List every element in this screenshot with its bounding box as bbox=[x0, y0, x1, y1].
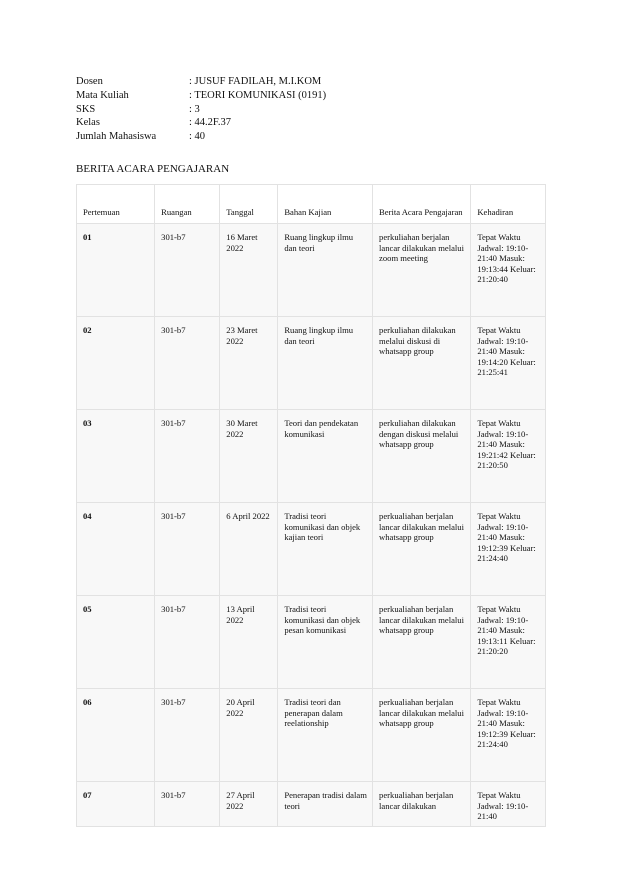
header-attendance: Kehadiran bbox=[471, 185, 546, 224]
date-cell: 13 April 2022 bbox=[220, 596, 278, 689]
date-cell: 23 Maret 2022 bbox=[220, 317, 278, 410]
table-row bbox=[77, 317, 546, 410]
info-row-lecturer bbox=[76, 75, 326, 89]
info-value: : TEORI KOMUNIKASI (0191) bbox=[189, 89, 327, 101]
table-row bbox=[77, 503, 546, 596]
table-row bbox=[77, 689, 546, 782]
room-cell: 301-b7 bbox=[155, 410, 220, 503]
attendance-cell: Tepat Waktu Jadwal: 19:10-21:40 Masuk: 19:12:39 Keluar: 21:24:40 bbox=[471, 503, 546, 596]
info-label: Dosen bbox=[76, 76, 103, 87]
report-cell: perkualiahan berjalan lancar dilakukan melalui whatsapp group bbox=[373, 689, 471, 782]
info-label: Jumlah Mahasiswa bbox=[76, 131, 157, 143]
header-date: Tanggal bbox=[220, 185, 278, 224]
attendance-cell: Tepat Waktu Jadwal: 19:10-21:40 Masuk: 19:14:20 Keluar: 21:25:41 bbox=[471, 317, 546, 410]
attendance-cell: Tepat Waktu Jadwal: 19:10-21:40 Masuk: 19:21:42 Keluar: 21:20:50 bbox=[471, 410, 546, 503]
room-cell: 301-b7 bbox=[155, 782, 220, 827]
attendance-cell: Tepat Waktu Jadwal: 19:10-21:40 Masuk: 19:12:39 Keluar: 21:24:40 bbox=[471, 689, 546, 782]
topic-cell: Ruang lingkup ilmu dan teori bbox=[278, 224, 373, 317]
info-label: Mata Kuliah bbox=[76, 89, 129, 101]
info-value: : JUSUF FADILAH, M.I.KOM bbox=[189, 76, 322, 87]
room-cell: 301-b7 bbox=[155, 596, 220, 689]
room-cell: 301-b7 bbox=[155, 317, 220, 410]
topic-cell: Penerapan tradisi dalam teori bbox=[278, 782, 373, 827]
topic-cell: Ruang lingkup ilmu dan teori bbox=[278, 317, 373, 410]
meeting-number: 01 bbox=[77, 224, 155, 317]
table-row bbox=[77, 782, 546, 827]
topic-cell: Tradisi teori komunikasi dan objek pesan komunikasi bbox=[278, 596, 373, 689]
report-cell: perkualiahan berjalan lancar dilakukan melalui whatsapp group bbox=[373, 503, 471, 596]
report-cell: perkuliahan dilakukan melalui diskusi di whatsapp group bbox=[373, 317, 471, 410]
teaching-report-table bbox=[76, 184, 546, 827]
meeting-number: 04 bbox=[77, 503, 155, 596]
date-cell: 20 April 2022 bbox=[220, 689, 278, 782]
attendance-cell: Tepat Waktu Jadwal: 19:10-21:40 Masuk: 19:13:44 Keluar: 21:20:40 bbox=[471, 224, 546, 317]
attendance-cell: Tepat Waktu Jadwal: 19:10-21:40 bbox=[471, 782, 546, 827]
info-label: Kelas bbox=[76, 117, 100, 129]
info-row-class bbox=[76, 116, 326, 130]
info-value: : 40 bbox=[189, 131, 206, 143]
date-cell: 6 April 2022 bbox=[220, 503, 278, 596]
table-row bbox=[77, 410, 546, 503]
room-cell: 301-b7 bbox=[155, 224, 220, 317]
meeting-number: 05 bbox=[77, 596, 155, 689]
topic-cell: Teori dan pendekatan komunikasi bbox=[278, 410, 373, 503]
table-row bbox=[77, 224, 546, 317]
date-cell: 16 Maret 2022 bbox=[220, 224, 278, 317]
table-row bbox=[77, 596, 546, 689]
report-cell: perkualiahan berjalan lancar dilakukan bbox=[373, 782, 471, 827]
topic-cell: Tradisi teori komunikasi dan objek kajian teori bbox=[278, 503, 373, 596]
room-cell: 301-b7 bbox=[155, 689, 220, 782]
attendance-cell: Tepat Waktu Jadwal: 19:10-21:40 Masuk: 19:13:11 Keluar: 21:20:20 bbox=[471, 596, 546, 689]
room-cell: 301-b7 bbox=[155, 503, 220, 596]
info-row-credits bbox=[76, 103, 326, 117]
info-row-course bbox=[76, 89, 326, 103]
header-report: Berita Acara Pengajaran bbox=[373, 185, 471, 224]
meeting-number: 07 bbox=[77, 782, 155, 827]
report-cell: perkuliahan berjalan lancar dilakukan melalui zoom meeting bbox=[373, 224, 471, 317]
header-topic: Bahan Kajian bbox=[278, 185, 373, 224]
meeting-number: 06 bbox=[77, 689, 155, 782]
section-title: BERITA ACARA PENGAJARAN bbox=[76, 163, 230, 175]
course-info bbox=[76, 75, 326, 144]
info-value: : 3 bbox=[189, 103, 200, 115]
table-header-row bbox=[77, 185, 546, 224]
meeting-number: 03 bbox=[77, 410, 155, 503]
date-cell: 27 April 2022 bbox=[220, 782, 278, 827]
info-label: SKS bbox=[76, 103, 96, 115]
report-cell: perkualiahan berjalan lancar dilakukan melalui whatsapp group bbox=[373, 596, 471, 689]
header-meeting: Pertemuan bbox=[77, 185, 155, 224]
info-value: : 44.2F.37 bbox=[189, 117, 232, 129]
info-row-students bbox=[76, 130, 326, 144]
date-cell: 30 Maret 2022 bbox=[220, 410, 278, 503]
header-room: Ruangan bbox=[155, 185, 220, 224]
topic-cell: Tradisi teori dan penerapan dalam reelationship bbox=[278, 689, 373, 782]
report-cell: perkuliahan dilakukan dengan diskusi melalui whatsapp group bbox=[373, 410, 471, 503]
meeting-number: 02 bbox=[77, 317, 155, 410]
